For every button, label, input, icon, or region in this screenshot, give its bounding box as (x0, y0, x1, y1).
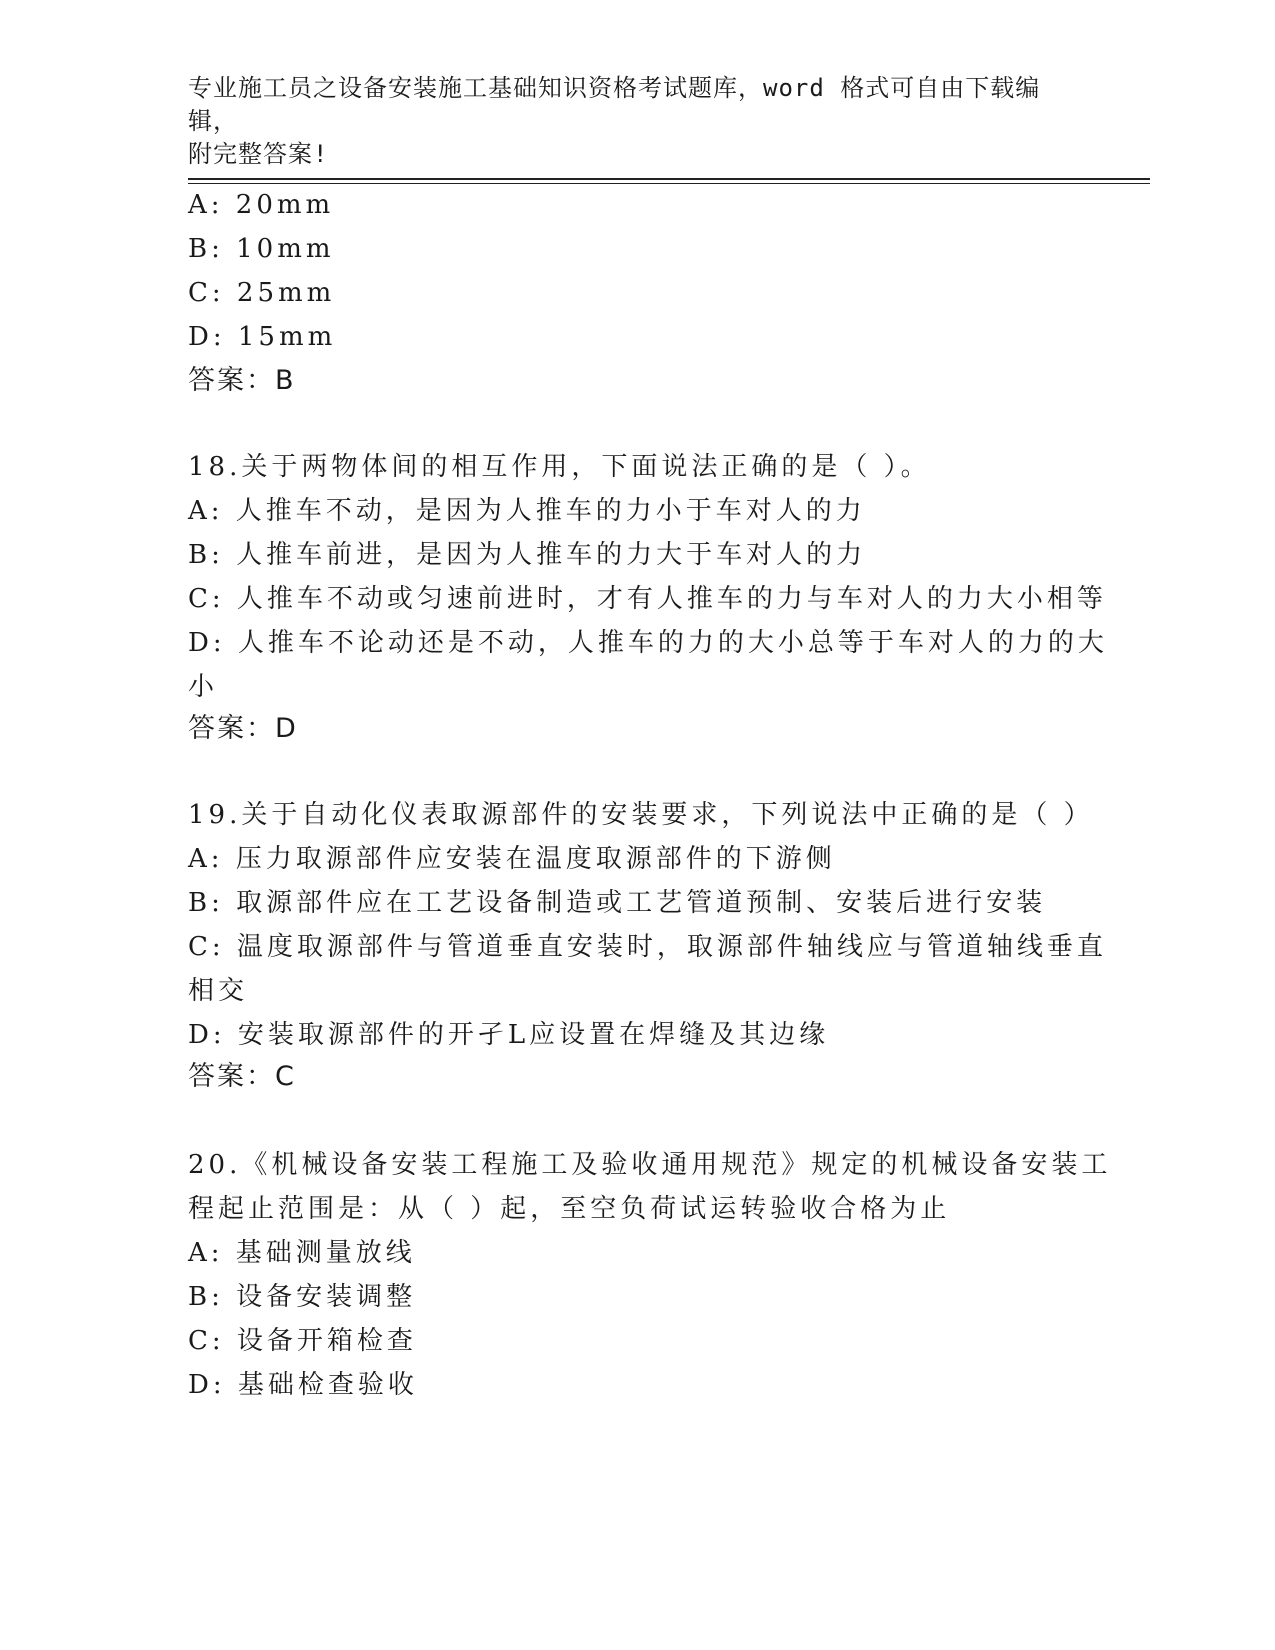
q17-answer: 答案：B (188, 365, 296, 396)
q20-option-d: D: 基础检查验收 (188, 1370, 418, 1400)
q19-option-c-continued: 相交 (188, 976, 249, 1006)
q18-option-c: C: 人推车不动或匀速前进时，才有人推车的力与车对人的力大小相等 (188, 584, 1107, 614)
q20-option-c: C: 设备开箱检查 (188, 1326, 417, 1356)
q18-option-a: A: 人推车不动，是因为人推车的力小于车对人的力 (188, 496, 866, 526)
q20-option-b: B: 设备安装调整 (188, 1282, 417, 1312)
q18-answer: 答案：D (188, 713, 298, 744)
q19-option-d: D: 安装取源部件的开孑L应设置在焊缝及其边缘 (188, 1020, 830, 1050)
q19-answer: 答案：C (188, 1061, 296, 1092)
q18-stem: 18.关于两物体间的相互作用，下面说法正确的是（ ）。 (188, 452, 931, 482)
q20-option-a: A: 基础测量放线 (188, 1238, 416, 1268)
q20-stem-line-2: 程起止范围是：从（ ）起，至空负荷试运转验收合格为止 (188, 1194, 951, 1224)
header-divider-thin (188, 183, 1150, 184)
q18-option-b: B: 人推车前进，是因为人推车的力大于车对人的力 (188, 540, 867, 570)
q20-stem-line-1: 20.《机械设备安装工程施工及验收通用规范》规定的机械设备安装工 (188, 1150, 1112, 1180)
header-line-1: 专业施工员之设备安装施工基础知识资格考试题库，word 格式可自由下载编辑， (188, 74, 1041, 135)
q17-option-b: B: 10mm (188, 234, 335, 264)
q19-option-a: A: 压力取源部件应安装在温度取源部件的下游侧 (188, 844, 836, 874)
header-divider-thick (188, 178, 1150, 180)
q19-option-b: B: 取源部件应在工艺设备制造或工艺管道预制、安装后进行安装 (188, 888, 1047, 918)
q19-stem: 19.关于自动化仪表取源部件的安装要求，下列说法中正确的是（ ） (188, 800, 1094, 830)
header-line-2: 附完整答案! (188, 140, 329, 168)
q19-option-c: C: 温度取源部件与管道垂直安装时，取源部件轴线应与管道轴线垂直 (188, 932, 1107, 962)
document-header (188, 72, 1088, 171)
q18-option-d: D: 人推车不论动还是不动，人推车的力的大小总等于车对人的力的大 (188, 628, 1108, 658)
q17-option-d: D: 15mm (188, 322, 337, 352)
q17-option-c: C: 25mm (188, 278, 336, 308)
q17-option-a: A: 20mm (188, 190, 335, 220)
q18-option-d-continued: 小 (188, 672, 219, 702)
